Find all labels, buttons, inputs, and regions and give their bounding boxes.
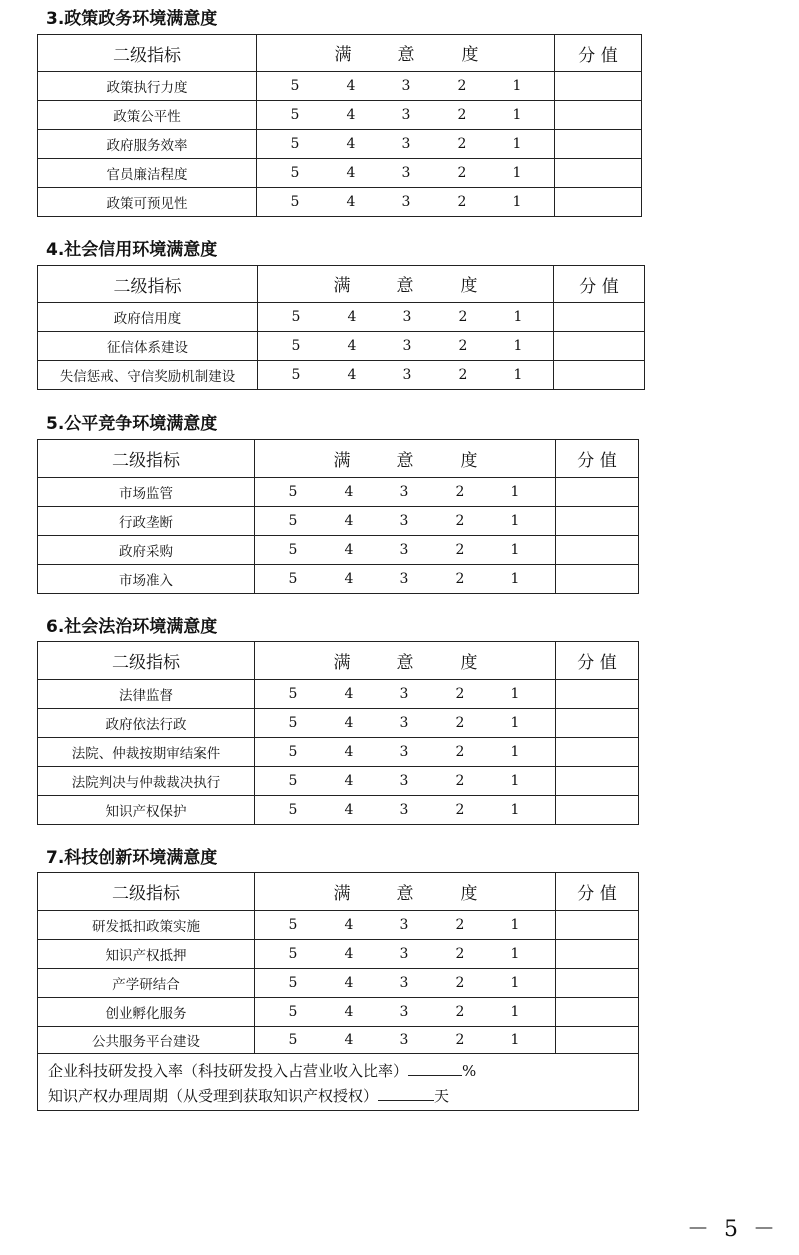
satisfaction-word: 满 (333, 276, 351, 296)
rating-option[interactable]: 4 (346, 136, 356, 152)
table-row (38, 101, 642, 130)
score-input-cell[interactable] (556, 507, 639, 536)
table-row (38, 1054, 639, 1111)
rating-option[interactable]: 3 (401, 165, 411, 181)
satisfaction-word: 满 (334, 45, 352, 65)
score-input-cell[interactable] (556, 738, 639, 767)
rating-option[interactable]: 2 (457, 165, 467, 181)
satisfaction-header (255, 642, 556, 680)
indicator-name: 失信惩戒、守信奖励机制建设 (38, 361, 258, 390)
satisfaction-word: 度 (460, 652, 478, 673)
score-input-cell[interactable] (555, 159, 642, 188)
rating-option[interactable]: 4 (344, 542, 354, 558)
rating-option[interactable]: 4 (344, 484, 354, 500)
table-row (38, 188, 642, 217)
satisfaction-word: 满 (333, 883, 351, 904)
indicator-header: 二级指标 (38, 440, 255, 478)
score-input-cell[interactable] (556, 969, 639, 998)
score-input-cell[interactable] (556, 940, 639, 969)
table-header-row (38, 642, 639, 680)
rating-options (257, 72, 555, 101)
table-row (38, 738, 639, 767)
rating-option[interactable]: 4 (344, 715, 354, 731)
rating-options (258, 303, 554, 332)
indicator-name: 产学研结合 (38, 969, 255, 998)
rating-options (258, 361, 554, 390)
competition-satisfaction-table (37, 439, 639, 594)
rating-option[interactable]: 1 (510, 1032, 520, 1048)
score-header: 分 值 (554, 266, 645, 303)
rating-option[interactable]: 5 (288, 686, 298, 702)
score-input-cell[interactable] (555, 101, 642, 130)
rating-option[interactable]: 1 (513, 367, 523, 383)
rating-options (255, 478, 556, 507)
score-input-cell[interactable] (556, 911, 639, 940)
rating-option[interactable]: 1 (513, 338, 523, 354)
rating-option[interactable]: 1 (512, 165, 522, 181)
rating-options (255, 767, 556, 796)
rating-options (255, 796, 556, 825)
score-input-cell[interactable] (554, 332, 645, 361)
table-row (38, 159, 642, 188)
rating-option[interactable]: 3 (399, 715, 409, 731)
table-header-row (38, 35, 642, 72)
section-title-policy: 3.政策政务环境满意度 (46, 9, 218, 29)
score-input-cell[interactable] (555, 188, 642, 217)
indicator-name: 研发抵扣政策实施 (38, 911, 255, 940)
satisfaction-header (257, 35, 555, 72)
indicator-name: 市场监管 (38, 478, 255, 507)
rating-option[interactable]: 3 (402, 309, 412, 325)
rating-option[interactable]: 5 (288, 513, 298, 529)
rating-option[interactable]: 4 (344, 802, 354, 818)
satisfaction-header (255, 440, 556, 478)
score-input-cell[interactable] (556, 767, 639, 796)
rating-option[interactable]: 2 (455, 744, 465, 760)
rating-options (258, 332, 554, 361)
rating-option[interactable]: 5 (288, 802, 298, 818)
rating-option[interactable]: 5 (290, 78, 300, 94)
rating-option[interactable]: 2 (455, 513, 465, 529)
indicator-name: 行政垄断 (38, 507, 255, 536)
rating-options (257, 101, 555, 130)
ip-cycle-blank[interactable] (378, 1088, 434, 1101)
score-input-cell[interactable] (556, 709, 639, 738)
score-input-cell[interactable] (556, 565, 639, 594)
rating-option[interactable]: 3 (399, 542, 409, 558)
page-number: － 5 － (687, 1217, 779, 1242)
rating-option[interactable]: 3 (401, 78, 411, 94)
policy-satisfaction-table (37, 34, 642, 217)
indicator-name: 公共服务平台建设 (38, 1027, 255, 1054)
rating-option[interactable]: 3 (401, 136, 411, 152)
rating-option[interactable]: 5 (288, 484, 298, 500)
score-input-cell[interactable] (554, 303, 645, 332)
indicator-name: 知识产权抵押 (38, 940, 255, 969)
rating-option[interactable]: 2 (455, 1032, 465, 1048)
rating-option[interactable]: 3 (401, 107, 411, 123)
table-row (38, 72, 642, 101)
rating-option[interactable]: 2 (455, 975, 465, 991)
rating-option[interactable]: 3 (401, 194, 411, 210)
rating-option[interactable]: 2 (455, 1004, 465, 1020)
indicator-name: 市场准入 (38, 565, 255, 594)
satisfaction-word: 意 (397, 45, 415, 65)
rating-option[interactable]: 4 (344, 1032, 354, 1048)
rd-investment-blank[interactable] (408, 1063, 462, 1076)
rating-option[interactable]: 5 (288, 773, 298, 789)
credit-satisfaction-table (37, 265, 645, 390)
indicator-header: 二级指标 (38, 266, 258, 303)
section-title-rule-of-law: 6.社会法治环境满意度 (46, 617, 218, 637)
rating-option[interactable]: 4 (344, 975, 354, 991)
rating-option[interactable]: 4 (346, 165, 356, 181)
indicator-name: 创业孵化服务 (38, 998, 255, 1027)
rating-options (257, 188, 555, 217)
rating-option[interactable]: 5 (288, 917, 298, 933)
rating-option[interactable]: 2 (455, 715, 465, 731)
section-title-credit: 4.社会信用环境满意度 (46, 240, 218, 260)
indicator-name: 政策可预见性 (38, 188, 257, 217)
rating-option[interactable]: 1 (513, 309, 523, 325)
rating-options (257, 159, 555, 188)
score-input-cell[interactable] (556, 1027, 639, 1054)
rating-option[interactable]: 3 (399, 1032, 409, 1048)
rating-option[interactable]: 2 (455, 542, 465, 558)
ip-cycle-label: 知识产权办理周期（从受理到获取知识产权授权） (48, 1087, 379, 1105)
score-input-cell[interactable] (554, 361, 645, 390)
rating-option[interactable]: 4 (346, 107, 356, 123)
indicator-name: 法院、仲裁按期审结案件 (38, 738, 255, 767)
rating-option[interactable]: 3 (399, 975, 409, 991)
rating-options (255, 911, 556, 940)
input-lines-cell (38, 1054, 639, 1111)
section-title-competition: 5.公平竞争环境满意度 (46, 414, 218, 434)
rating-option[interactable]: 1 (510, 744, 520, 760)
rating-options (255, 940, 556, 969)
rating-option[interactable]: 1 (512, 136, 522, 152)
rating-option[interactable]: 2 (457, 78, 467, 94)
rd-investment-line (48, 1059, 638, 1084)
innovation-satisfaction-table (37, 872, 639, 1111)
satisfaction-word: 度 (460, 450, 478, 471)
rating-option[interactable]: 5 (291, 338, 301, 354)
table-row (38, 332, 645, 361)
table-row (38, 940, 639, 969)
rating-option[interactable]: 4 (344, 773, 354, 789)
rating-option[interactable]: 1 (512, 107, 522, 123)
ip-cycle-line (48, 1084, 638, 1109)
rating-option[interactable]: 4 (344, 1004, 354, 1020)
rating-option[interactable]: 2 (458, 338, 468, 354)
score-input-cell[interactable] (556, 998, 639, 1027)
rating-option[interactable]: 3 (399, 1004, 409, 1020)
rating-option[interactable]: 5 (290, 136, 300, 152)
score-input-cell[interactable] (556, 536, 639, 565)
rating-option[interactable]: 2 (455, 802, 465, 818)
rating-option[interactable]: 4 (344, 744, 354, 760)
rating-option[interactable]: 5 (288, 1004, 298, 1020)
rating-option[interactable]: 1 (510, 946, 520, 962)
rating-option[interactable]: 1 (510, 715, 520, 731)
rating-options (255, 565, 556, 594)
rating-option[interactable]: 3 (399, 686, 409, 702)
rating-option[interactable]: 5 (288, 542, 298, 558)
rating-option[interactable]: 3 (399, 744, 409, 760)
rating-option[interactable]: 3 (399, 571, 409, 587)
rating-options (255, 738, 556, 767)
indicator-name: 政府依法行政 (38, 709, 255, 738)
rating-option[interactable]: 2 (455, 686, 465, 702)
indicator-header: 二级指标 (38, 873, 255, 911)
table-row (38, 911, 639, 940)
indicator-name: 知识产权保护 (38, 796, 255, 825)
rating-option[interactable]: 5 (291, 309, 301, 325)
rating-option[interactable]: 2 (457, 194, 467, 210)
satisfaction-word: 意 (396, 450, 414, 471)
rating-option[interactable]: 5 (288, 946, 298, 962)
day-unit: 天 (434, 1087, 450, 1105)
rating-option[interactable]: 5 (288, 1032, 298, 1048)
satisfaction-word: 满 (333, 450, 351, 471)
table-row (38, 767, 639, 796)
satisfaction-header (258, 266, 554, 303)
indicator-name: 法院判决与仲裁裁决执行 (38, 767, 255, 796)
rating-option[interactable]: 4 (344, 686, 354, 702)
rating-options (255, 536, 556, 565)
table-row (38, 536, 639, 565)
rating-option[interactable]: 1 (510, 1004, 520, 1020)
rating-options (255, 969, 556, 998)
score-input-cell[interactable] (555, 72, 642, 101)
rating-option[interactable]: 4 (347, 309, 357, 325)
indicator-header: 二级指标 (38, 642, 255, 680)
table-row (38, 796, 639, 825)
rating-option[interactable]: 1 (510, 484, 520, 500)
rating-option[interactable]: 3 (402, 367, 412, 383)
satisfaction-word: 度 (461, 45, 479, 65)
score-input-cell[interactable] (556, 680, 639, 709)
rating-option[interactable]: 5 (288, 715, 298, 731)
rating-option[interactable]: 4 (344, 917, 354, 933)
rating-option[interactable]: 3 (399, 917, 409, 933)
table-header-row (38, 873, 639, 911)
table-row (38, 565, 639, 594)
indicator-name: 政策公平性 (38, 101, 257, 130)
rating-option[interactable]: 3 (399, 946, 409, 962)
satisfaction-word: 意 (396, 883, 414, 904)
rating-option[interactable]: 4 (346, 194, 356, 210)
rating-option[interactable]: 2 (455, 946, 465, 962)
rating-option[interactable]: 1 (510, 975, 520, 991)
rating-options (255, 709, 556, 738)
satisfaction-word: 度 (460, 883, 478, 904)
table-row (38, 969, 639, 998)
table-row (38, 303, 645, 332)
indicator-name: 政府信用度 (38, 303, 258, 332)
section-title-innovation: 7.科技创新环境满意度 (46, 848, 218, 868)
rating-option[interactable]: 5 (288, 975, 298, 991)
score-header: 分 值 (556, 642, 639, 680)
rating-option[interactable]: 3 (399, 484, 409, 500)
score-header: 分 值 (556, 873, 639, 911)
rating-option[interactable]: 1 (512, 194, 522, 210)
indicator-name: 政府采购 (38, 536, 255, 565)
rating-option[interactable]: 4 (347, 338, 357, 354)
score-input-cell[interactable] (555, 130, 642, 159)
rating-option[interactable]: 2 (457, 136, 467, 152)
rating-option[interactable]: 1 (512, 78, 522, 94)
rating-option[interactable]: 4 (344, 571, 354, 587)
satisfaction-word: 度 (460, 276, 478, 296)
rating-options (255, 1027, 556, 1054)
rating-option[interactable]: 4 (347, 367, 357, 383)
indicator-name: 征信体系建设 (38, 332, 258, 361)
table-row (38, 507, 639, 536)
rating-option[interactable]: 2 (455, 917, 465, 933)
rating-option[interactable]: 4 (346, 78, 356, 94)
table-row (38, 478, 639, 507)
rating-options (255, 680, 556, 709)
satisfaction-word: 意 (396, 652, 414, 673)
rating-option[interactable]: 2 (455, 773, 465, 789)
rating-options (255, 998, 556, 1027)
rating-option[interactable]: 4 (344, 946, 354, 962)
rating-options (255, 507, 556, 536)
rating-option[interactable]: 5 (290, 165, 300, 181)
rating-option[interactable]: 1 (510, 686, 520, 702)
rating-option[interactable]: 1 (510, 917, 520, 933)
rating-option[interactable]: 5 (290, 107, 300, 123)
rating-option[interactable]: 3 (399, 513, 409, 529)
indicator-header: 二级指标 (38, 35, 257, 72)
rating-option[interactable]: 1 (510, 513, 520, 529)
rating-option[interactable]: 1 (510, 802, 520, 818)
rating-option[interactable]: 2 (455, 484, 465, 500)
rating-option[interactable]: 5 (288, 571, 298, 587)
indicator-name: 政策执行力度 (38, 72, 257, 101)
table-header-row (38, 440, 639, 478)
rating-option[interactable]: 2 (458, 367, 468, 383)
table-row (38, 361, 645, 390)
indicator-name: 政府服务效率 (38, 130, 257, 159)
score-header: 分 值 (555, 35, 642, 72)
rating-options (257, 130, 555, 159)
rd-investment-label: 企业科技研发投入率（科技研发投入占营业收入比率） (48, 1062, 409, 1080)
table-row (38, 998, 639, 1027)
table-row (38, 1027, 639, 1054)
percent-unit: % (462, 1062, 477, 1080)
indicator-name: 官员廉洁程度 (38, 159, 257, 188)
rating-option[interactable]: 3 (399, 802, 409, 818)
rating-option[interactable]: 1 (510, 773, 520, 789)
score-input-cell[interactable] (556, 796, 639, 825)
indicator-name: 法律监督 (38, 680, 255, 709)
rule-of-law-satisfaction-table (37, 641, 639, 825)
rating-option[interactable]: 5 (288, 744, 298, 760)
rating-option[interactable]: 2 (455, 571, 465, 587)
rating-option[interactable]: 4 (344, 513, 354, 529)
table-header-row (38, 266, 645, 303)
rating-option[interactable]: 2 (458, 309, 468, 325)
rating-option[interactable]: 5 (290, 194, 300, 210)
rating-option[interactable]: 2 (457, 107, 467, 123)
score-input-cell[interactable] (556, 478, 639, 507)
rating-option[interactable]: 1 (510, 571, 520, 587)
satisfaction-header (255, 873, 556, 911)
table-row (38, 680, 639, 709)
table-row (38, 709, 639, 738)
rating-option[interactable]: 3 (399, 773, 409, 789)
table-row (38, 130, 642, 159)
rating-option[interactable]: 1 (510, 542, 520, 558)
rating-option[interactable]: 3 (402, 338, 412, 354)
rating-option[interactable]: 5 (291, 367, 301, 383)
satisfaction-word: 满 (333, 652, 351, 673)
score-header: 分 值 (556, 440, 639, 478)
satisfaction-word: 意 (396, 276, 414, 296)
